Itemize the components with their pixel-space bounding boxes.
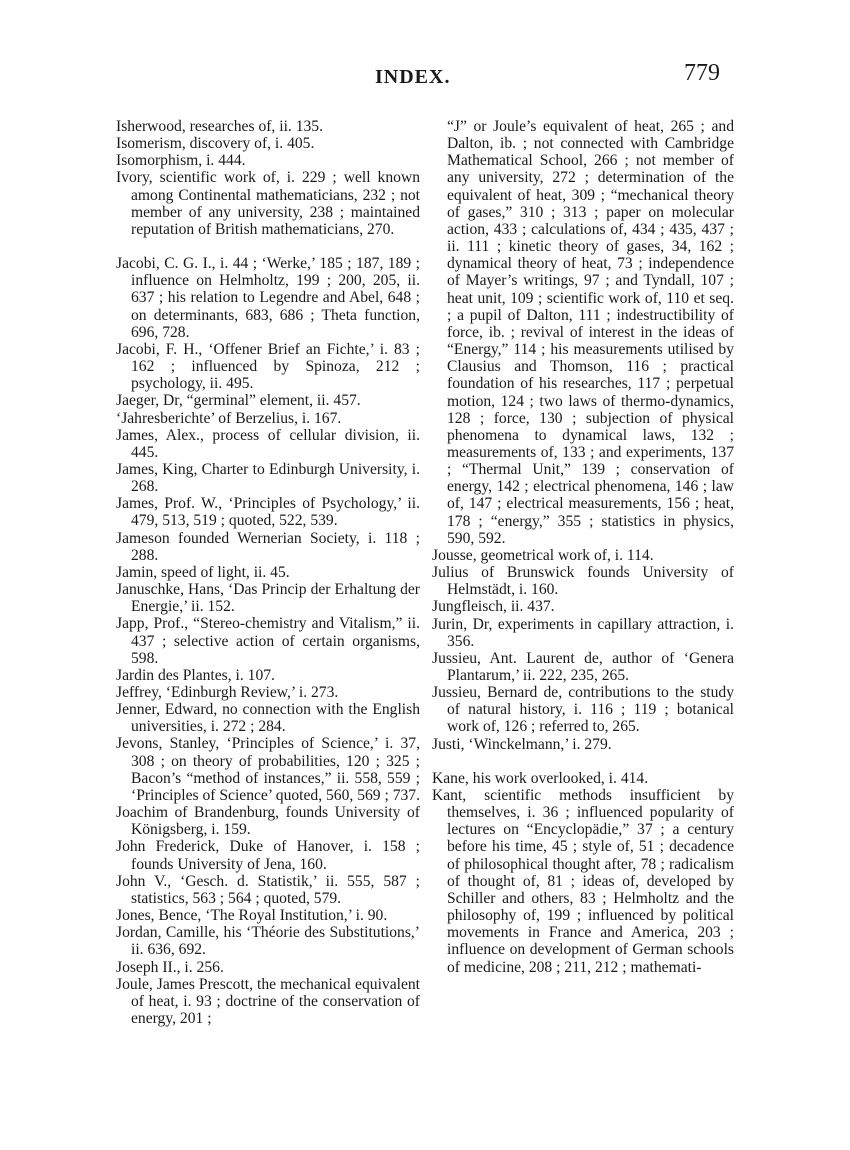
page-header: [0, 58, 850, 94]
section-gap: [432, 753, 734, 770]
index-entry: Jungfleisch, ii. 437.: [432, 598, 555, 616]
index-entry: Justi, ‘Winckelmann,’ i. 279.: [432, 735, 612, 753]
index-entry: Isomerism, discovery of, i. 405.: [116, 135, 315, 153]
index-column-left: [116, 118, 420, 1027]
index-entry: Jacobi, F. H., ‘Offener Brief an Fichte,’ i. 83 ; 162 ; influenced by Spinoza, 212 ; psychology, ii. 495.: [116, 340, 420, 393]
index-entry: Ivory, scientific work of, i. 229 ; well known among Continental mathematicians, 232 ; not member of any university, 238 ; maintained reputation of British mathematicians, 270.: [116, 169, 420, 238]
index-entry: Jardin des Plantes, i. 107.: [116, 666, 275, 684]
index-entry: Jousse, geometrical work of, i. 114.: [432, 546, 654, 564]
index-entry: Joseph II., i. 256.: [116, 958, 224, 976]
index-entry: ‘Jahresberichte’ of Berzelius, i. 167.: [116, 409, 342, 427]
index-entry: Jussieu, Bernard de, contributions to the study of natural history, i. 116 ; 119 ; botanical work of, 126 ; referred to, 265.: [432, 684, 734, 736]
index-entry: John V., ‘Gesch. d. Statistik,’ ii. 555, 587 ; statistics, 563 ; 564 ; quoted, 579.: [116, 872, 420, 907]
index-entry: James, Prof. W., ‘Principles of Psychology,’ ii. 479, 513, 519 ; quoted, 522, 539.: [116, 495, 420, 530]
index-entry: Jeffrey, ‘Edinburgh Review,’ i. 273.: [116, 684, 339, 701]
index-entry: Januschke, Hans, ‘Das Princip der Erhaltung der Energie,’ ii. 152.: [116, 581, 420, 616]
index-entry: James, King, Charter to Edinburgh University, i. 268.: [116, 460, 420, 496]
index-entry: James, Alex., process of cellular division, ii. 445.: [116, 426, 420, 461]
index-entry: Jamin, speed of light, ii. 45.: [116, 563, 290, 581]
index-entry: Kane, his work overlooked, i. 414.: [432, 769, 649, 787]
index-entry: Kant, scientific methods insufficient by themselves, i. 36 ; influenced popularity of lectures on “Encyclopädie,” 37 ; a century before his time, 45 ; style of, 51 ; decadence of philosophical thought after, 78 ; radicalism of thought of, 81 ; ideas of, developed by Schiller and others, 83 ; Helmholtz and the philosophy of, 199 ; influenced by political movements in France and America, 203 ; influence on development of German schools of medicine, 208 ; 211, 212 ; mathemati-: [432, 786, 734, 976]
index-entry: Jurin, Dr, experiments in capillary attraction, i. 356.: [432, 615, 734, 650]
index-column-right: [432, 118, 734, 976]
index-entry: Isomorphism, i. 444.: [116, 152, 246, 170]
index-entry: Isherwood, researches of, ii. 135.: [116, 118, 323, 135]
index-entry-continuation: “J” or Joule’s equivalent of heat, 265 ; and Dalton, ib. ; not connected with Cambridge Mathematical School, 266 ; not member of any university, 272 ; determination of the equivalent of heat, 309 ; “mechanical theory of gases,” 310 ; 313 ; paper on molecular action, 433 ; calculations of, 434 ; 435, 437 ; ii. 111 ; kinetic theory of gases, 34, 162 ; dynamical theory of heat, 73 ; independence of Mayer’s writings, 97 ; and Tyndall, 107 ; heat unit, 109 ; scientific work of, 110 et seq. ; a pupil of Dalton, 111 ; indestructibility of force, ib. ; revival of interest in the ideas of “Energy,” 114 ; his measurements utilised by Clausius and Thomson, 116 ; practical foundation of his researches, 117 ; perpetual motion, 124 ; two laws of thermo-dynamics, 128 ; force, 130 ; subjection of physical phenomena to dynamical laws, 132 ; measurements of, 133 ; and experiments, 137 ; “Thermal Unit,” 139 ; conservation of energy, 142 ; electrical phenomena, 146 ; law of, 147 ; electrical measurements, 156 ; heat, 178 ; “energy,” 355 ; statistics in physics, 590, 592.: [447, 118, 734, 547]
index-entry: Jevons, Stanley, ‘Principles of Science,’ i. 37, 308 ; on theory of probabilities, 120 ; 325 ; Bacon’s “method of instances,” ii. 558, 559 ; ‘Principles of Science’ quoted, 560, 569 ; 737.: [116, 735, 421, 804]
index-entry: Jordan, Camille, his ‘Théorie des Substitutions,’ ii. 636, 692.: [116, 924, 420, 959]
index-entry: Joachim of Brandenburg, founds University of Königsberg, i. 159.: [116, 804, 420, 839]
index-entry: Jussieu, Ant. Laurent de, author of ‘Genera Plantarum,’ ii. 222, 235, 265.: [432, 649, 734, 684]
index-entry: Joule, James Prescott, the mechanical equivalent of heat, i. 93 ; doctrine of the conservation of energy, 201 ;: [116, 975, 420, 1027]
index-entry: Jones, Bence, ‘The Royal Institution,’ i. 90.: [116, 907, 388, 925]
index-entry: Jenner, Edward, no connection with the English universities, i. 272 ; 284.: [116, 701, 420, 736]
index-entry: Julius of Brunswick founds University of Helmstädt, i. 160.: [432, 564, 734, 599]
index-entry: John Frederick, Duke of Hanover, i. 158 ; founds University of Jena, 160.: [116, 838, 420, 873]
index-entry: Jameson founded Wernerian Society, i. 118 ; 288.: [116, 529, 420, 564]
index-entry: Jaeger, Dr, “germinal” element, ii. 457.: [116, 392, 361, 410]
page-number: 779: [684, 60, 720, 86]
running-title: INDEX.: [375, 66, 451, 88]
index-entry: Japp, Prof., “Stereo-chemistry and Vitalism,” ii. 437 ; selective action of certain organisms, 598.: [116, 615, 420, 667]
index-entry: Jacobi, C. G. I., i. 44 ; ‘Werke,’ 185 ; 187, 189 ; influence on Helmholtz, 199 ; 200, 205, ii. 637 ; his relation to Legendre and Abel, 648 ; on determinants, 683, 686 ; Theta function, 696, 728.: [116, 255, 420, 341]
section-gap: [116, 238, 420, 255]
